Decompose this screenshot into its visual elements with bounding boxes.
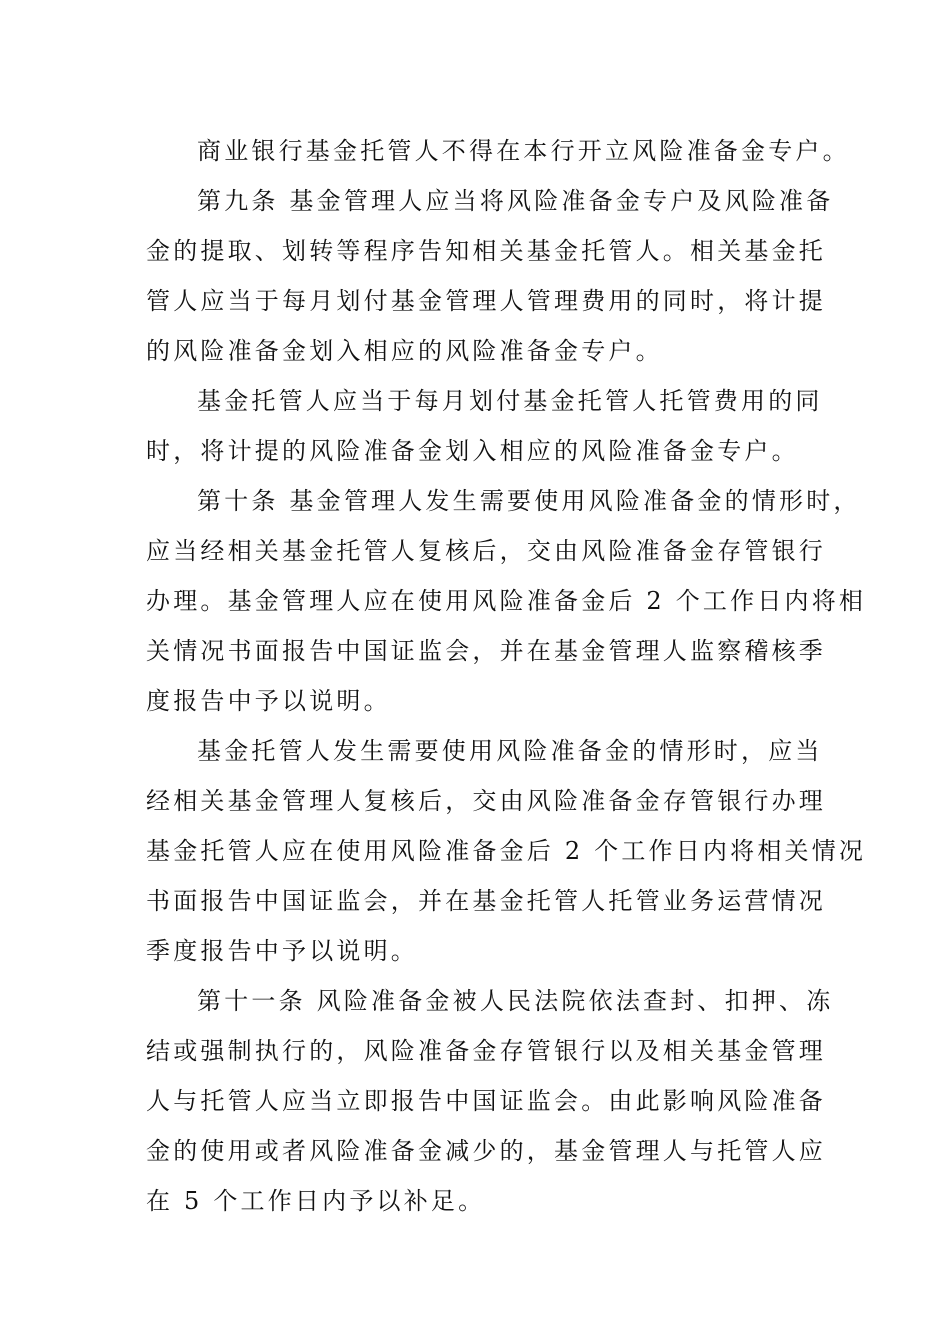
text-line: 经相关基金管理人复核后，交由风险准备金存管银行办理 bbox=[146, 787, 826, 815]
text-line: 结或强制执行的，风险准备金存管银行以及相关基金管理 bbox=[146, 1037, 826, 1065]
text-line: 金的使用或者风险准备金减少的，基金管理人与托管人应 bbox=[146, 1137, 826, 1165]
text-line: 金的提取、划转等程序告知相关基金托管人。相关基金托 bbox=[146, 237, 826, 265]
text-line: 管人应当于每月划付基金管理人管理费用的同时，将计提 bbox=[146, 287, 826, 315]
text-line: 季度报告中予以说明。 bbox=[146, 937, 418, 965]
text-line: 书面报告中国证监会，并在基金托管人托管业务运营情况 bbox=[146, 887, 826, 915]
text-line: 商业银行基金托管人不得在本行开立风险准备金专户。 bbox=[197, 137, 850, 165]
paragraph-article-9 bbox=[146, 176, 834, 376]
paragraph-article-11 bbox=[146, 976, 834, 1226]
text-line: 基金托管人应当于每月划付基金托管人托管费用的同 bbox=[197, 387, 823, 415]
text-line: 度报告中予以说明。 bbox=[146, 687, 391, 715]
document-page bbox=[146, 126, 867, 1226]
text-line: 办理。基金管理人应在使用风险准备金后 2 个工作日内将相 bbox=[146, 587, 867, 615]
paragraph-article-10 bbox=[146, 476, 867, 726]
text-line: 第十条 基金管理人发生需要使用风险准备金的情形时， bbox=[197, 487, 861, 515]
text-line: 第九条 基金管理人应当将风险准备金专户及风险准备 bbox=[197, 187, 834, 215]
text-line: 基金托管人发生需要使用风险准备金的情形时，应当 bbox=[197, 737, 823, 765]
text-line: 的风险准备金划入相应的风险准备金专户。 bbox=[146, 337, 663, 365]
text-line: 人与托管人应当立即报告中国证监会。由此影响风险准备 bbox=[146, 1087, 826, 1115]
text-line: 时，将计提的风险准备金划入相应的风险准备金专户。 bbox=[146, 437, 799, 465]
text-line: 应当经相关基金托管人复核后，交由风险准备金存管银行 bbox=[146, 537, 826, 565]
text-line: 基金托管人应在使用风险准备金后 2 个工作日内将相关情况 bbox=[146, 837, 867, 865]
paragraph-custodian-fee bbox=[146, 376, 823, 476]
paragraph-custodian-use bbox=[146, 726, 867, 976]
paragraph-1 bbox=[146, 126, 850, 176]
text-line: 在 5 个工作日内予以补足。 bbox=[146, 1187, 486, 1215]
text-line: 关情况书面报告中国证监会，并在基金管理人监察稽核季 bbox=[146, 637, 826, 665]
text-line: 第十一条 风险准备金被人民法院依法查封、扣押、冻 bbox=[197, 987, 834, 1015]
